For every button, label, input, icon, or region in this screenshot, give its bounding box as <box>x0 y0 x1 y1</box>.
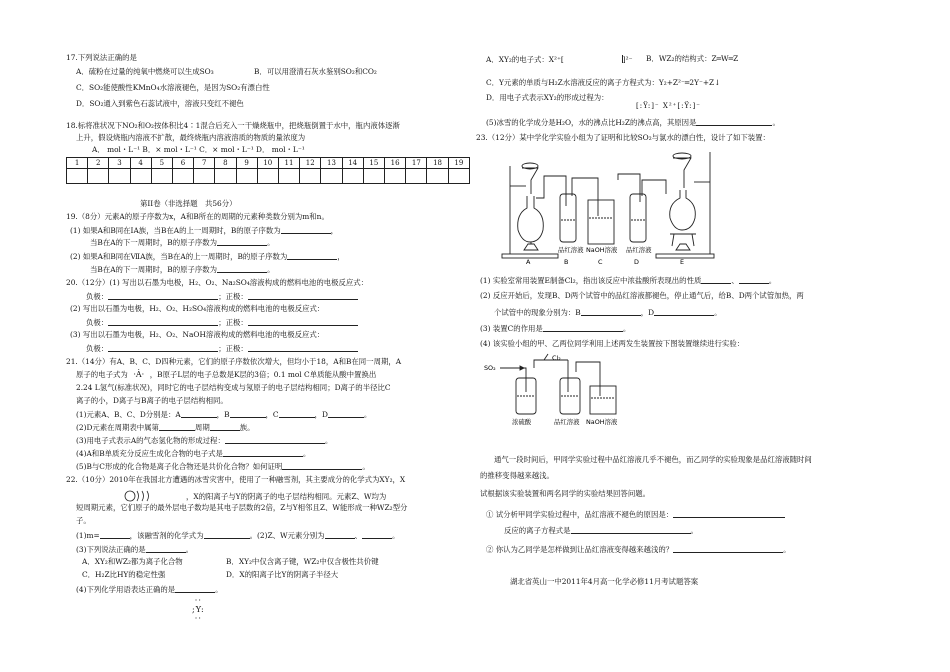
answer-blank[interactable] <box>673 510 785 518</box>
q22-option-a-cont: A．XY₂的电子式：X²⁺[ ]²⁻ <box>486 55 633 64</box>
answer-table-answer-row <box>67 169 470 184</box>
q22-option-b: B．XY₂中仅含离子键，WZ₂中仅含极性共价键 <box>226 557 379 566</box>
q22-part5: (5)冰雪的化学成分是H₂O，水的沸点比H₂Z的沸点高，其原因是 。 <box>486 118 780 127</box>
answer-blank[interactable] <box>325 531 355 539</box>
answer-table-header-cell: 19 <box>448 158 469 169</box>
label-a: A <box>526 258 531 266</box>
answer-cell[interactable] <box>406 169 427 184</box>
answer-cell[interactable] <box>88 169 109 184</box>
q22-part3: (3)下列说法正确的是 。 <box>76 545 194 554</box>
q23-instruction: 试根据该实验装置和两名同学的实验结果回答问题。 <box>480 489 650 498</box>
q23-sub1: ① 试分析甲同学实验过程中，品红溶液不褪色的原因是： <box>486 510 785 518</box>
answer-cell[interactable] <box>194 169 215 184</box>
answer-blank[interactable] <box>146 545 186 553</box>
q20-part3: (3) 写出以石墨为电极，H₂、O₂、NaOH溶液构成的燃料电池的电极反应式： <box>70 330 325 339</box>
answer-blank[interactable] <box>654 308 714 316</box>
answer-cell[interactable] <box>363 169 384 184</box>
answer-table-header-cell: 6 <box>172 158 193 169</box>
answer-table-header-cell: 1 <box>67 158 88 169</box>
answer-blank[interactable] <box>210 423 240 431</box>
q21-line3: 2.24 L氢气(标准状况)，同时它的电子层结构变成与氖原子的电子层结构相同；D离子的半径比C <box>76 383 391 392</box>
answer-blank[interactable] <box>328 410 364 418</box>
answer-cell[interactable] <box>67 169 88 184</box>
q23-stem: 23.（12分）某中学化学实验小组为了证明和比较SO₂与氯水的漂白性，设计了如下装置： <box>476 133 770 142</box>
answer-cell[interactable] <box>342 169 363 184</box>
reagent-h2so4: 浓硫酸 <box>512 418 532 426</box>
q20-stem: 20.（12分）(1) 写出以石墨为电极，H₂、O₂、Na₂SO₄溶液构成的燃料电池的电极反应式： <box>66 278 369 287</box>
label-cl2: Cl₂ <box>552 354 561 362</box>
q22-option-c: C．H₂Z比HY的稳定性强 <box>82 570 166 579</box>
q21-part5: (5)B与C形成的化合物是离子化合物还是共价化合物？如何证明 。 <box>76 462 370 471</box>
apparatus-figure-2 <box>482 352 622 426</box>
answer-blank[interactable] <box>701 276 731 284</box>
answer-blank[interactable] <box>175 585 215 593</box>
q19-line1: (1) 如果A和B同在ⅠA族，当B在A的上一周期时，B的原子序数为 ， <box>70 226 339 235</box>
answer-blank[interactable] <box>287 252 337 260</box>
answer-blank[interactable] <box>108 292 218 300</box>
q22-part4: (4)下列化学用语表达正确的是 。 <box>76 585 223 594</box>
answer-table <box>66 157 470 184</box>
q22-line1: 22.（10分）2010年在我国北方遭遇的冰雪灾害中，使用了一种融雪剂，其主要成分的化学式为XY₂，X <box>66 475 406 484</box>
reagent-pinhong-3: 品红溶液 <box>554 418 580 426</box>
answer-table-header-cell: 5 <box>151 158 172 169</box>
answer-blank[interactable] <box>282 462 362 470</box>
answer-blank[interactable] <box>225 436 325 444</box>
answer-blank[interactable] <box>100 531 130 539</box>
q23-observation-2: 的推移变得越来越浅。 <box>480 471 554 480</box>
q22-line2: ，X的阳离子与Y的阴离子的电子层结构相同。元素Z、W均为 <box>76 490 386 502</box>
answer-blank[interactable] <box>248 344 358 352</box>
answer-blank[interactable] <box>362 531 392 539</box>
answer-table-header-cell: 4 <box>130 158 151 169</box>
answer-table-header-cell: 7 <box>194 158 215 169</box>
reagent-pinhong-2: 品红溶液 <box>626 246 652 254</box>
apparatus-figure-1 <box>500 146 720 266</box>
q22-option-d: D．X的阳离子比Y的阴离子半径大 <box>226 570 339 579</box>
footer-title: 湖北省英山一中2011年4月高一化学必修11月考试题答案 <box>510 577 699 586</box>
q23-part4: (4) 该实验小组的甲、乙两位同学利用上述两发生装置按下图装置继续进行实验： <box>480 339 745 348</box>
answer-table-header-cell: 12 <box>300 158 321 169</box>
answer-cell[interactable] <box>257 169 278 184</box>
answer-table-header-cell: 14 <box>342 158 363 169</box>
q21-line4: 离子的小，D离子与B离子的电子层结构相同。 <box>76 396 228 405</box>
answer-table-header-row <box>67 158 470 169</box>
answer-cell[interactable] <box>151 169 172 184</box>
q23-sub1b: 反应的离子方程式是 。 <box>504 526 698 535</box>
answer-blank[interactable] <box>739 276 769 284</box>
q17-stem: 17.下列说法正确的是 <box>66 53 137 62</box>
q22-part1: (1)m= ，该融雪剂的化学式为 。(2)Z、W元素分别为 、 。 <box>76 531 400 540</box>
q18-options: A． mol・L⁻¹ B．× mol・L⁻¹ C．× mol・L⁻¹ D． mol・L⁻¹ <box>92 145 305 154</box>
left-column <box>0 0 470 672</box>
answer-blank[interactable] <box>673 545 783 553</box>
answer-blank[interactable] <box>279 410 315 418</box>
reagent-pinhong-1: 品红溶液 <box>558 246 584 254</box>
q18-line1: 18.标将准状况下NO₂和O₂按体积比4∶1混合后充入一干燥烧瓶中，把烧瓶倒置于水中，瓶内液体逐渐 <box>66 121 400 130</box>
answer-table-header-cell: 13 <box>321 158 342 169</box>
atom-structure-diagram <box>124 490 154 502</box>
q22-option-a: A．XY₂和WZ₂都为离子化合物 <box>82 557 183 566</box>
answer-cell[interactable] <box>215 169 236 184</box>
q23-part3: (3) 装置C的作用是 。 <box>480 324 631 333</box>
q23-part2: (2) 反应开始后，发现B、D两个试管中的品红溶液都褪色，停止通气后，给B、D两个试管加热，两 <box>480 291 804 300</box>
answer-table-header-cell: 8 <box>215 158 236 169</box>
q23-observation-1: 通气一段时间后，甲同学实验过程中品红溶液几乎不褪色，而乙同学的实验现象是品红溶液随时间 <box>494 455 812 464</box>
electron-dot-formation: [:Ÿ:]⁻ X²⁺[:Ÿ:]⁻ <box>636 102 701 110</box>
q18-line2: 上升，假设烧瓶内溶液不扩散，最终烧瓶内溶液溶质的物质的量浓度为 <box>76 133 306 142</box>
q22-option-d-cont: D．用电子式表示XY₂的形成过程为： <box>486 93 609 102</box>
answer-blank[interactable] <box>108 344 218 352</box>
reagent-naoh: NaOH溶液 <box>586 246 618 254</box>
answer-blank[interactable] <box>696 118 772 126</box>
answer-blank[interactable] <box>159 423 195 431</box>
q17-option-b: B．可以用澄清石灰水鉴别SO₂和CO₂ <box>254 67 377 76</box>
answer-table-header-cell: 2 <box>88 158 109 169</box>
answer-table-header-cell: 3 <box>109 158 130 169</box>
answer-blank[interactable] <box>543 324 623 332</box>
answer-blank[interactable] <box>108 318 218 326</box>
q17-option-a: A．硫粉在过量的纯氧中燃烧可以生成SO₃ <box>76 67 214 76</box>
q20-electrodes-3: 负极： ；正极： <box>86 344 358 352</box>
answer-cell[interactable] <box>236 169 257 184</box>
answer-cell[interactable] <box>278 169 299 184</box>
q22-line3: 短周期元素，它们原子的最外层电子数均是其电子层数的2倍，Z与Y相邻且Z、W能形成一种WZ₂型分 <box>76 503 408 512</box>
q22-line4: 子。 <box>76 516 91 525</box>
q22-option-c-cont: C．Y元素的单质与H₂Z水溶液反应的离子方程式为：Y₂+Z²⁻═2Y⁻+Z↓ <box>486 78 721 87</box>
answer-table-header-cell: 10 <box>257 158 278 169</box>
answer-table-header-cell: 18 <box>427 158 448 169</box>
answer-table-header-cell: 9 <box>236 158 257 169</box>
electron-dot-y: ·· ;Y: ·· <box>192 596 205 623</box>
label-so2: SO₂ <box>484 364 496 372</box>
right-column <box>470 0 950 672</box>
answer-blank[interactable] <box>571 526 691 534</box>
answer-blank[interactable] <box>217 265 267 273</box>
answer-table-header-cell: 11 <box>278 158 299 169</box>
section-2-title: 第II卷（非选择题 共56分） <box>140 199 237 208</box>
label-e: E <box>680 258 685 266</box>
reagent-naoh-2: NaOH溶液 <box>586 418 618 426</box>
q21-line1: 21.（14分）有A、B、C、D四种元素，它们的原子序数依次增大，但均小于18，A和B在同一周期，A <box>66 357 402 366</box>
answer-blank[interactable] <box>223 449 303 457</box>
q22-option-b-cont: B．WZ₂的结构式：Z═W═Z <box>646 54 739 63</box>
answer-blank[interactable] <box>230 410 266 418</box>
answer-blank[interactable] <box>281 226 331 234</box>
answer-blank[interactable] <box>217 238 267 246</box>
answer-cell[interactable] <box>385 169 406 184</box>
answer-cell[interactable] <box>300 169 321 184</box>
answer-blank[interactable] <box>248 292 358 300</box>
q23-part2b: 个试管中的现象分别为：B ，D 。 <box>494 308 722 317</box>
q21-part1: (1)元素A、B、C、D分别是：A ，B ，C ，D 。 <box>76 410 372 419</box>
answer-table-header-cell: 15 <box>363 158 384 169</box>
answer-table-header-cell: 17 <box>406 158 427 169</box>
q19-stem: 19.（8分）元素A的原子序数为x，A和B所在的周期的元素种类数分别为m和n。 <box>66 212 329 221</box>
q17-option-d: D．SO₂通入到紫色石蕊试液中，溶液只变红不褪色 <box>76 99 244 108</box>
q20-electrodes-2: 负极： ；正极： <box>86 318 358 326</box>
label-d: D <box>634 258 639 266</box>
answer-cell[interactable] <box>130 169 151 184</box>
q21-part3: (3)用电子式表示A的气态氢化物的形成过程： 。 <box>76 436 333 445</box>
q23-sub2: ② 你认为乙同学是怎样做到让品红溶液变得越来越浅的？ 。 <box>486 545 791 554</box>
answer-table-header-cell: 16 <box>385 158 406 169</box>
answer-blank[interactable] <box>204 531 250 539</box>
answer-cell[interactable] <box>448 169 469 184</box>
q21-line2: 原子的电子式为 ·Ȧ· ，B原子L层的电子总数是K层的3倍；0.1 mol C单质能从酸中置换出 <box>76 370 377 379</box>
q20-part2: (2) 写出以石墨为电极，H₂、O₂、H₂SO₄溶液构成的燃料电池的电极反应式： <box>70 304 325 313</box>
answer-blank[interactable] <box>581 308 641 316</box>
answer-blank[interactable] <box>181 410 217 418</box>
answer-cell[interactable] <box>109 169 130 184</box>
q23-part1: (1) 实验室常用装置E制备Cl₂，指出该反应中浓盐酸所表现出的性质 、 。 <box>480 276 777 285</box>
q21-part2: (2)D元素在周期表中属第 周期 族。 <box>76 423 255 432</box>
label-b: B <box>564 258 569 266</box>
q21-part4: (4)A和B单质充分反应生成化合物的电子式是 。 <box>76 449 311 458</box>
q19-line4: 当B在A的下一周期时，B的原子序数为 。 <box>90 265 275 274</box>
q17-option-c: C．SO₂能使酸性KMnO₄水溶液褪色，是因为SO₂有漂白性 <box>76 83 270 92</box>
answer-cell[interactable] <box>321 169 342 184</box>
answer-cell[interactable] <box>172 169 193 184</box>
q19-line3: (2) 如果A和B同在ⅦA族，当B在A的上一周期时，B的原子序数为 ， <box>70 252 345 261</box>
answer-cell[interactable] <box>427 169 448 184</box>
answer-blank[interactable] <box>248 318 358 326</box>
q20-electrodes-1: 负极： ；正极： <box>86 292 358 300</box>
q19-line2: 当B在A的下一周期时，B的原子序数为 。 <box>90 238 275 247</box>
label-c: C <box>598 258 603 266</box>
